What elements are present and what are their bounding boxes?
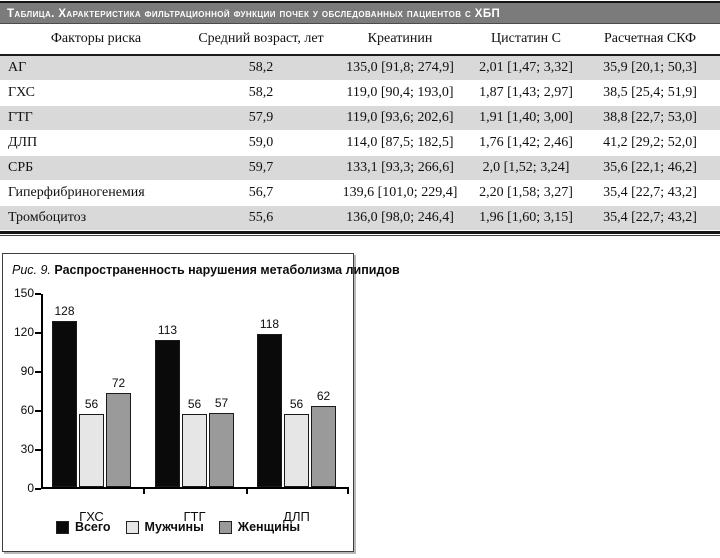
legend-label: Мужчины [144,520,204,534]
x-axis-category-label: ДЛП [283,509,310,524]
table-row [0,106,720,131]
table-row [0,156,720,181]
bar-value-label: 56 [84,397,99,411]
table-cell: 57,9 [248,110,274,125]
table-cell: 1,96 [1,60; 3,15] [479,210,573,225]
table-cell: ГХС [8,85,36,100]
legend-label: Женщины [237,520,301,534]
table-cell: АГ [8,60,27,75]
y-axis-tick [35,488,41,490]
risk-table-section [0,1,720,236]
table-cell: 139,6 [101,0; 229,4] [342,185,458,200]
table-cell: 58,2 [248,60,274,75]
bar-value-label: 72 [111,376,126,390]
y-axis-tick [35,449,41,451]
table-cell: 2,20 [1,58; 3,27] [479,185,573,200]
bar-ГТГ-Всего [155,340,180,487]
y-axis-tick-label: 150 [13,286,34,300]
y-axis-tick [35,371,41,373]
bar-value-label: 62 [316,389,331,403]
table-cell: 119,0 [93,6; 202,6] [346,110,454,125]
table-cell: 35,6 [22,1; 46,2] [603,160,697,175]
table-row [0,81,720,106]
header-cell: Креатинин [367,31,433,46]
table-cell: СРБ [8,160,34,175]
table-row [0,56,720,81]
header-cell: Средний возраст, лет [198,31,324,46]
bar-value-label: 113 [157,323,178,337]
table-cell: 119,0 [90,4; 193,0] [346,85,454,100]
bar-value-label: 56 [289,397,304,411]
x-axis-tick [347,489,349,494]
table-cell: 35,4 [22,7; 43,2] [603,185,697,200]
x-axis-category-label: ГТГ [183,509,206,524]
table-row [0,131,720,156]
table-bottom-rule-thin [0,235,720,236]
table-cell: 1,87 [1,43; 2,97] [479,85,573,100]
y-axis-tick-label: 0 [27,481,34,495]
table-cell: 1,91 [1,40; 3,00] [479,110,573,125]
table-bottom-rule-thick [0,231,720,234]
table-cell: Тромбоцитоз [8,210,87,225]
legend-swatch [56,521,69,534]
bar-value-label: 128 [54,304,75,318]
table-cell: 2,01 [1,47; 3,32] [479,60,573,75]
table-cell: 2,0 [1,52; 3,24] [482,160,570,175]
header-cell: Факторы риска [50,31,142,46]
table-cell: 38,5 [25,4; 51,9] [603,85,697,100]
y-axis-tick-label: 120 [13,325,34,339]
bar-ГХС-Мужчины [79,414,104,487]
bar-ДЛП-Женщины [311,406,336,487]
table-cell: 41,2 [29,2; 52,0] [603,135,697,150]
y-axis-tick-label: 60 [20,403,34,417]
legend-item-Мужчины [126,520,204,534]
table-cell: Гиперфибриногенемия [8,185,145,200]
bar-value-label: 57 [214,396,229,410]
x-axis-tick [143,489,145,494]
x-axis-category-label: ГХС [79,509,104,524]
legend-label: Всего [74,520,111,534]
figure-caption: Распространенность нарушения метаболизма липидов [54,263,400,277]
bar-ГТГ-Мужчины [182,414,207,487]
legend-item-Всего [56,520,111,534]
table-title: Таблица. Характеристика фильтрационной функции почек у обследованных пациентов с ХБП [0,1,720,24]
table-cell: 1,76 [1,42; 2,46] [479,135,573,150]
table-cell: 59,0 [248,135,274,150]
figure-box [2,253,400,552]
legend-swatch [126,521,139,534]
header-cell: Расчетная СКФ [603,31,697,46]
table-cell: 35,4 [22,7; 43,2] [603,210,697,225]
table-header-row [0,24,720,54]
y-axis-tick [35,293,41,295]
y-axis-tick [35,410,41,412]
table-cell: 135,0 [91,8; 274,9] [346,60,454,75]
bar-value-label: 118 [259,317,280,331]
table-cell: 38,8 [22,7; 53,0] [603,110,697,125]
bar-ДЛП-Мужчины [284,414,309,487]
legend-swatch [219,521,232,534]
plot-area [41,294,349,524]
table-cell: 136,0 [98,0; 246,4] [346,210,454,225]
y-axis-tick-label: 90 [20,364,34,378]
chart-legend [3,520,353,534]
table-cell: 133,1 [93,3; 266,6] [346,160,454,175]
x-axis-tick [246,489,248,494]
bar-value-label: 56 [187,397,202,411]
legend-item-Женщины [219,520,300,534]
header-cell: Цистатин С [491,31,561,46]
table-cell: 59,7 [248,160,274,175]
table-body [0,56,720,231]
y-axis-tick-label: 30 [20,442,34,456]
figure-number-label: Рис. 9. [12,263,51,277]
table-cell: ГТГ [8,110,33,125]
table-cell: ДЛП [8,135,38,150]
table-cell: 35,9 [20,1; 50,3] [603,60,697,75]
bar-ГТГ-Женщины [209,413,234,487]
table-row [0,206,720,231]
bar-ГХС-Женщины [106,393,131,487]
bar-chart [3,280,353,524]
table-cell: 58,2 [248,85,274,100]
y-axis-tick [35,332,41,334]
table-row [0,181,720,206]
table-cell: 56,7 [248,185,274,200]
table-cell: 55,6 [248,210,274,225]
table-cell: 114,0 [87,5; 182,5] [346,135,454,150]
figure-title [12,263,400,277]
